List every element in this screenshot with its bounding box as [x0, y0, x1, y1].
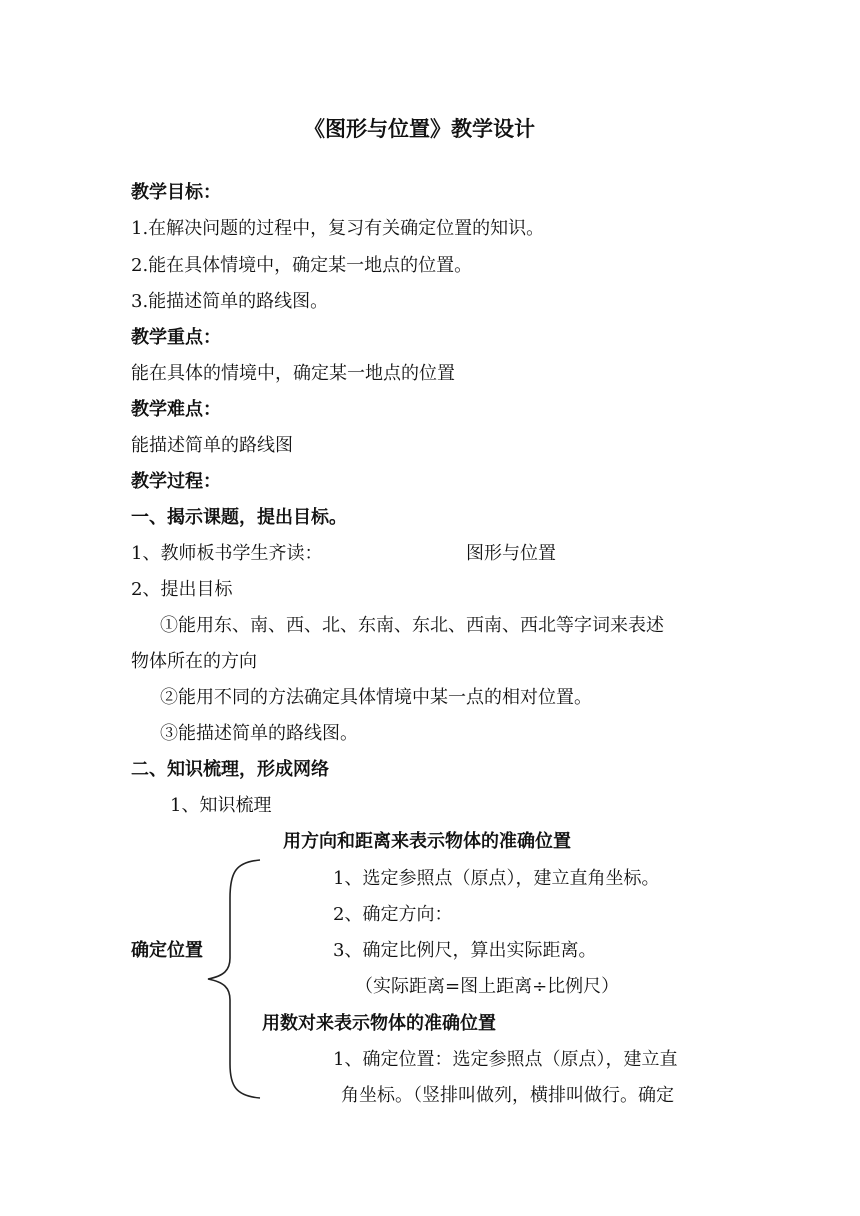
branch1-step: 3、确定比例尺，算出实际距离。	[333, 940, 597, 961]
section1-item2: 2、提出目标	[131, 579, 233, 600]
goal-2: ②能用不同的方法确定具体情境中某一点的相对位置。	[160, 687, 592, 708]
branch1-title: 用方向和距离来表示物体的准确位置	[283, 831, 571, 852]
objective-item: 3.能描述简单的路线图。	[131, 291, 329, 312]
process-heading: 教学过程：	[131, 471, 221, 492]
goal-1-line2: 物体所在的方向	[131, 651, 257, 672]
section1-item1-topic: 图形与位置	[466, 543, 556, 564]
key-point-text: 能在具体的情境中，确定某一地点的位置	[131, 363, 455, 384]
difficulty-heading: 教学难点：	[131, 399, 221, 420]
objectives-heading: 教学目标：	[131, 182, 221, 203]
branch1-step: 1、选定参照点（原点），建立直角坐标。	[333, 868, 660, 889]
objective-item: 1.在解决问题的过程中，复习有关确定位置的知识。	[131, 218, 545, 239]
section1-heading: 一、揭示课题，提出目标。	[131, 507, 347, 528]
branch2-step1-line1: 1、确定位置：选定参照点（原点），建立直	[333, 1049, 678, 1070]
goal-1-line1: ①能用东、南、西、北、东南、东北、西南、西北等字词来表述	[160, 615, 664, 636]
goal-3: ③能描述简单的路线图。	[160, 723, 358, 744]
section2-heading: 二、知识梳理，形成网络	[131, 759, 329, 780]
branch1-formula: （实际距离=图上距离÷比例尺）	[355, 976, 620, 997]
section2-sub1: 1、知识梳理	[170, 795, 272, 816]
key-point-heading: 教学重点：	[131, 327, 221, 348]
branch2-title: 用数对来表示物体的准确位置	[262, 1013, 496, 1034]
objective-item: 2.能在具体情境中，确定某一地点的位置。	[131, 255, 473, 276]
section1-item1-label: 1、教师板书学生齐读：	[131, 543, 323, 564]
branch2-step1-line2: 角坐标。（竖排叫做列，横排叫做行。确定	[341, 1085, 674, 1106]
document-title: 《图形与位置》教学设计	[304, 117, 535, 141]
difficulty-text: 能描述简单的路线图	[131, 435, 293, 456]
curly-brace-icon	[206, 858, 262, 1100]
diagram-root-label: 确定位置	[131, 940, 203, 961]
branch1-step: 2、确定方向：	[333, 904, 453, 925]
